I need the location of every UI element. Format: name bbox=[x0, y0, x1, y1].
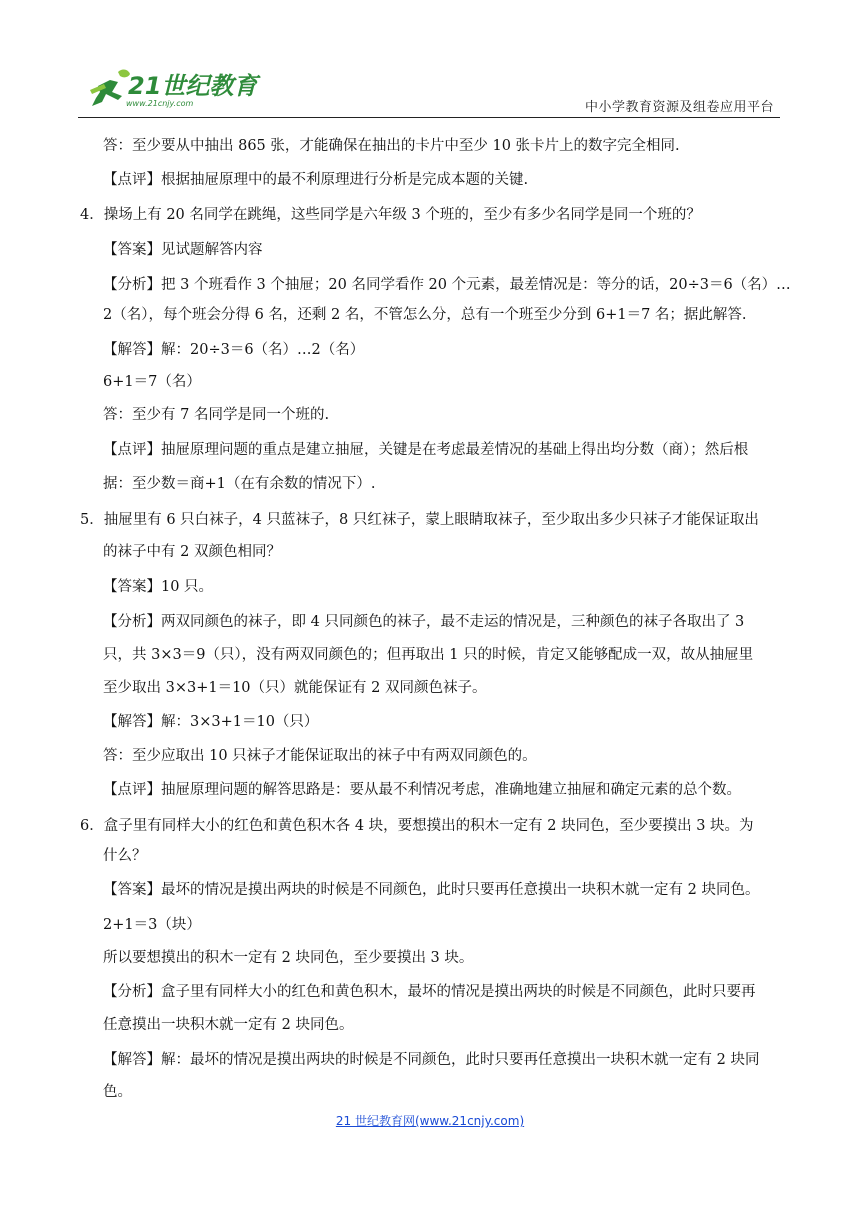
page-header bbox=[78, 62, 780, 120]
text-line: 【答案】10 只。 bbox=[103, 579, 214, 595]
text-line: 据：至少数＝商+1（在有余数的情况下）. bbox=[103, 476, 376, 492]
text-line: 4．操场上有 20 名同学在跳绳，这些同学是六年级 3 个班的，至少有多少名同学是同一个班的？ bbox=[80, 207, 701, 223]
text-line: 【分析】两双同颜色的袜子，即 4 只同颜色的袜子，最不走运的情况是，三种颜色的袜子各取出了 3 bbox=[103, 614, 745, 630]
text-line: 6+1＝7（名） bbox=[103, 374, 201, 390]
text-line: 2（名），每个班会分得 6 名，还剩 2 名，不管怎么分，总有一个班至少分到 6+1＝7 名；据此解答. bbox=[103, 307, 747, 323]
text-line: 2+1＝3（块） bbox=[103, 917, 201, 933]
footer-link[interactable]: 21 世纪教育网(www.21cnjy.com) bbox=[335, 1114, 525, 1128]
text-line: 【解答】解：20÷3＝6（名）…2（名） bbox=[103, 342, 365, 358]
text-line: 【分析】把 3 个班看作 3 个抽屉；20 名同学看作 20 个元素，最差情况是：等分的话，20÷3＝6（名）… bbox=[103, 277, 791, 293]
text-line: 【解答】解：3×3+1＝10（只） bbox=[103, 714, 319, 730]
svg-text:www.21cnjy.com: www.21cnjy.com bbox=[126, 99, 194, 108]
text-line: 任意摸出一块积木就一定有 2 块同色。 bbox=[103, 1017, 354, 1033]
text-line: 【点评】抽屉原理问题的解答思路是：要从最不利情况考虑，准确地建立抽屉和确定元素的总个数。 bbox=[103, 782, 741, 798]
text-line: 答：至少要从中抽出 865 张，才能确保在抽出的卡片中至少 10 张卡片上的数字完全相同. bbox=[103, 138, 680, 154]
text-line: 答：至少应取出 10 只袜子才能保证取出的袜子中有两双同颜色的。 bbox=[103, 748, 537, 764]
text-line: 答：至少有 7 名同学是同一个班的. bbox=[103, 407, 330, 423]
text-line: 什么？ bbox=[103, 848, 147, 864]
runner-icon bbox=[90, 70, 130, 106]
text-line: 5．抽屉里有 6 只白袜子，4 只蓝袜子，8 只红袜子，蒙上眼睛取袜子，至少取出多少只袜子才能保证取出 bbox=[80, 512, 759, 528]
text-line: 【点评】根据抽屉原理中的最不利原理进行分析是完成本题的关键. bbox=[103, 172, 529, 188]
text-line: 【点评】抽屉原理问题的重点是建立抽屉，关键是在考虑最差情况的基础上得出均分数（商）；然后根 bbox=[103, 442, 749, 458]
text-line: 【答案】见试题解答内容 bbox=[103, 242, 263, 258]
svg-text:21世纪教育: 21世纪教育 bbox=[128, 72, 258, 100]
text-line: 只，共 3×3＝9（只），没有两双同颜色的；但再取出 1 只的时候，肯定又能够配成一双，故从抽屉里 bbox=[103, 647, 754, 663]
platform-title: 中小学教育资源及组卷应用平台 bbox=[584, 100, 774, 115]
21cnjy-logo bbox=[78, 66, 268, 112]
text-line: 的袜子中有 2 双颜色相同？ bbox=[103, 544, 281, 560]
text-line: 至少取出 3×3+1＝10（只）就能保证有 2 双同颜色袜子。 bbox=[103, 680, 487, 696]
header-divider bbox=[78, 117, 780, 118]
text-line: 【答案】最坏的情况是摸出两块的时候是不同颜色，此时只要再任意摸出一块积木就一定有 2 块同色。 bbox=[103, 882, 760, 898]
text-line: 所以要想摸出的积木一定有 2 块同色，至少要摸出 3 块。 bbox=[103, 950, 474, 966]
text-line: 【分析】盒子里有同样大小的红色和黄色积木，最坏的情况是摸出两块的时候是不同颜色，此时只要再 bbox=[103, 984, 756, 1000]
text-line: 色。 bbox=[103, 1084, 132, 1100]
text-line: 6．盒子里有同样大小的红色和黄色积木各 4 块，要想摸出的积木一定有 2 块同色，至少要摸出 3 块。为 bbox=[80, 818, 754, 834]
text-line: 【解答】解：最坏的情况是摸出两块的时候是不同颜色，此时只要再任意摸出一块积木就一定有 2 块同 bbox=[103, 1052, 760, 1068]
